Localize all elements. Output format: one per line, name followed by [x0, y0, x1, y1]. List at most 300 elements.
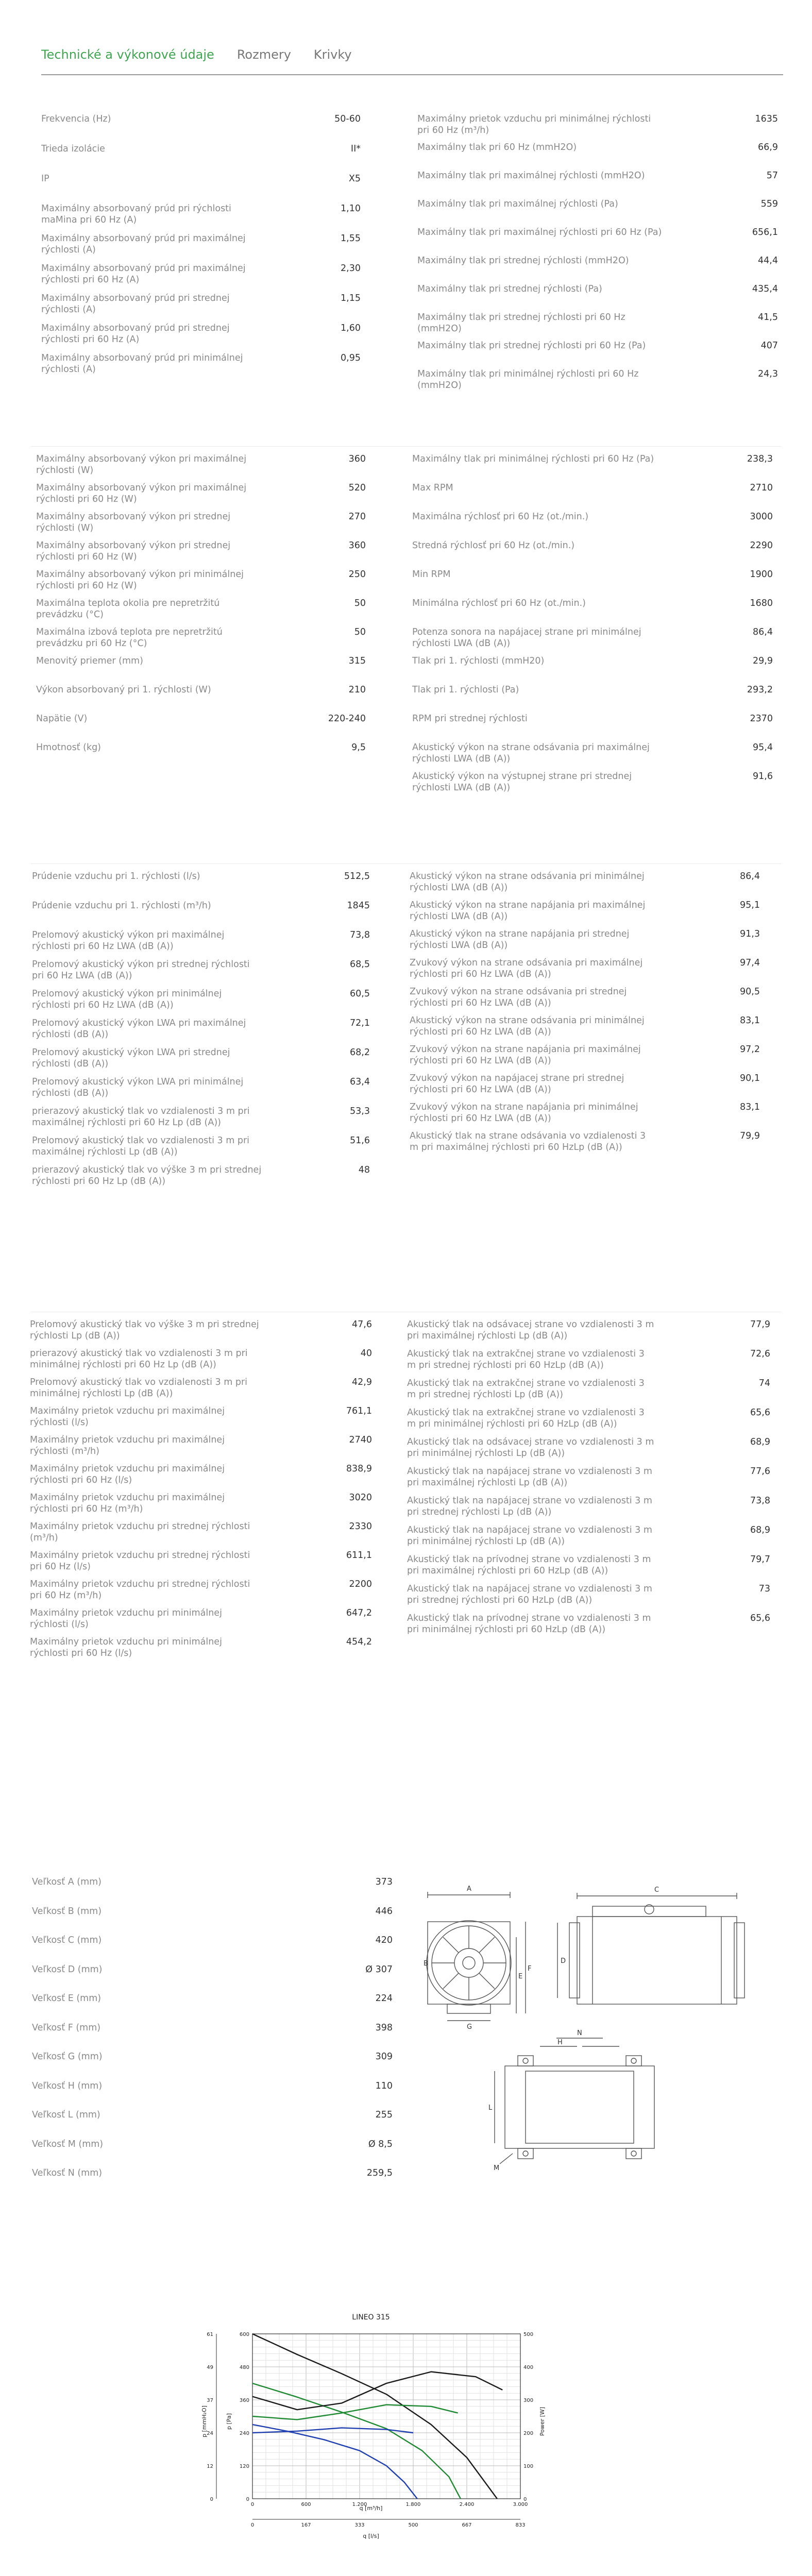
drawing-label-d: D — [561, 1957, 566, 1965]
tick-label: 667 — [462, 2522, 472, 2528]
spec-row — [32, 988, 370, 1011]
spec-row — [417, 340, 778, 351]
spec-value: 761,1 — [346, 1406, 372, 1416]
dimension-value: Ø 8,5 — [368, 2139, 393, 2149]
spec-value: 72,1 — [350, 1018, 370, 1028]
dimension-row — [32, 2080, 393, 2092]
spec-label: Prelomový akustický výkon LWA pri maximálnej rýchlosti (dB (A)) — [32, 1018, 246, 1040]
spec-row — [36, 511, 366, 534]
spec-row — [30, 1607, 372, 1630]
spec-label: Výkon absorbovaný pri 1. rýchlosti (W) — [36, 685, 211, 695]
chart-ylabel-outer: p [mmH₂O] — [201, 2405, 208, 2437]
spec-value: 2200 — [349, 1579, 372, 1589]
spec-label: Akustický výkon na strane odsávania pri minimálnej rýchlosti LWA (dB (A)) — [410, 871, 645, 893]
spec-row — [36, 655, 366, 667]
dimension-row — [32, 1906, 393, 1917]
spec-label: Akustický výkon na výstupnej strane pri strednej rýchlosti LWA (dB (A)) — [412, 771, 632, 793]
spec-row — [412, 684, 773, 696]
tick-label: 0 — [523, 2497, 527, 2502]
spec-row — [412, 655, 773, 667]
spec-label: Stredná rýchlosť pri 60 Hz (ot./min.) — [412, 540, 575, 551]
spec-value: 66,9 — [758, 142, 778, 152]
spec-label: Maximálny prietok vzduchu pri minimálnej rýchlosti pri 60 Hz (l/s) — [30, 1637, 222, 1658]
spec-row — [407, 1524, 770, 1547]
spec-label: Akustický tlak na napájacej strane vo vzdialenosti 3 m pri minimálnej rýchlosti Lp (dB (A)) — [407, 1525, 652, 1547]
spec-label: Akustický tlak na napájacej strane vo vzdialenosti 3 m pri maximálnej rýchlosti Lp (dB (A)) — [407, 1466, 652, 1488]
spec-label: Tlak pri 1. rýchlosti (mmH20) — [412, 656, 545, 666]
spec-label: Prúdenie vzduchu pri 1. rýchlosti (m³/h) — [32, 901, 211, 911]
tick-label: 1.200 — [352, 2502, 367, 2507]
spec-value: X5 — [348, 174, 361, 184]
spec-value: 1,55 — [341, 233, 361, 244]
spec-row — [41, 352, 361, 375]
spec-label: Prelomový akustický tlak vo vzdialenosti 3 m pri minimálnej rýchlosti Lp (dB (A)) — [30, 1377, 248, 1399]
dimension-value: 398 — [375, 2022, 393, 2033]
spec-value: 79,9 — [740, 1131, 760, 1141]
spec-label: Maximálny absorbovaný prúd pri strednej rýchlosti (A) — [41, 293, 230, 315]
spec-label: Zvukový výkon na napájacej strane pri strednej rýchlosti pri 60 Hz LWA (dB (A)) — [410, 1073, 624, 1095]
spec-label: Hmotnosť (kg) — [36, 742, 102, 753]
spec-row — [417, 170, 778, 181]
spec-value: 90,1 — [740, 1073, 760, 1083]
spec-label: Maximálny tlak pri maximálnej rýchlosti (Pa) — [417, 199, 618, 209]
spec-label: Maximálna rýchlosť pri 60 Hz (ot./min.) — [412, 512, 589, 522]
spec-row — [407, 1407, 770, 1430]
dimension-label: Veľkosť D (mm) — [32, 1964, 103, 1975]
spec-row — [32, 1076, 370, 1099]
dimension-label: Veľkosť H (mm) — [32, 2080, 103, 2091]
spec-value: 44,4 — [758, 256, 778, 266]
spec-row — [32, 1164, 370, 1187]
spec-row — [30, 1463, 372, 1486]
spec-row — [410, 1073, 760, 1095]
spec-label: Maximálny tlak pri maximálnej rýchlosti (mmH2O) — [417, 171, 645, 181]
spec-value: 91,6 — [753, 771, 773, 782]
tick-label: 600 — [301, 2502, 311, 2507]
dimension-label: Veľkosť M (mm) — [32, 2139, 104, 2149]
spec-row — [407, 1583, 770, 1606]
spec-label: Akustický tlak na extrakčnej strane vo vzdialenosti 3 m pri minimálnej rýchlosti pri 60 HzLp (dB (A)) — [407, 1408, 645, 1429]
spec-value: 91,3 — [740, 929, 760, 939]
spec-value: 1,10 — [341, 204, 361, 214]
spec-row — [410, 1130, 760, 1153]
spec-row — [36, 598, 366, 620]
spec-label: Akustický tlak na napájacej strane vo vzdialenosti 3 m pri strednej rýchlosti Lp (dB (A)) — [407, 1496, 652, 1517]
drawing-label-e: E — [518, 1973, 523, 1980]
spec-row — [32, 929, 370, 952]
spec-label: Prelomový akustický tlak vo výške 3 m pri strednej rýchlosti Lp (dB (A)) — [30, 1319, 259, 1341]
dimension-value: 446 — [375, 1906, 393, 1917]
spec-value: 95,1 — [740, 900, 760, 910]
spec-value: 77,9 — [750, 1319, 770, 1330]
dimension-label: Veľkosť L (mm) — [32, 2110, 100, 2120]
dimension-row — [32, 2051, 393, 2062]
spec-value: 2330 — [349, 1521, 372, 1532]
spec-row — [32, 959, 370, 981]
spec-value: 656,1 — [752, 227, 778, 238]
spec-label: Trieda izolácie — [41, 144, 105, 154]
spec-value: 2,30 — [341, 263, 361, 274]
spec-row — [32, 1047, 370, 1070]
spec-value: 2740 — [349, 1435, 372, 1445]
spec-value: 0,95 — [341, 353, 361, 363]
spec-label: Akustický tlak na strane odsávania vo vzdialenosti 3 m pri maximálnej rýchlosti pri 60 HzLp (dB (A)) — [410, 1131, 646, 1153]
spec-row — [407, 1378, 770, 1400]
dimension-label: Veľkosť G (mm) — [32, 2052, 103, 2062]
spec-row — [417, 255, 778, 266]
spec-value: 68,9 — [750, 1437, 770, 1447]
spec-value: 97,2 — [740, 1044, 760, 1055]
spec-row — [417, 312, 778, 334]
spec-value: 250 — [348, 569, 366, 580]
spec-value: 512,5 — [344, 871, 370, 882]
spec-row — [41, 233, 361, 256]
spec-label: Akustický výkon na strane napájania pri maximálnej rýchlosti LWA (dB (A)) — [410, 900, 646, 922]
spec-label: Akustický výkon na strane odsávania pri minimálnej rýchlosti pri 60 Hz LWA (dB (A)) — [410, 1015, 645, 1037]
dimension-row — [32, 2022, 393, 2033]
spec-label: Maximálny prietok vzduchu pri strednej rýchlosti pri 60 Hz (m³/h) — [30, 1579, 250, 1601]
tick-label: 300 — [523, 2398, 534, 2403]
tab-curves[interactable]: Krivky — [313, 47, 352, 62]
spec-value: 60,5 — [350, 989, 370, 999]
spec-row — [412, 598, 773, 609]
spec-row — [417, 227, 778, 238]
spec-label: Maximálny tlak pri maximálnej rýchlosti pri 60 Hz (Pa) — [417, 227, 662, 238]
spec-label: Akustický tlak na odsávacej strane vo vzdialenosti 3 m pri maximálnej rýchlosti Lp (dB (A)) — [407, 1319, 654, 1341]
spec-value: 435,4 — [752, 284, 778, 294]
tick-label: 500 — [523, 2332, 534, 2337]
spec-label: Maximálny prietok vzduchu pri minimálnej rýchlosti pri 60 Hz (m³/h) — [417, 114, 651, 135]
dimension-value: 420 — [375, 1935, 393, 1945]
spec-label: Akustický tlak na extrakčnej strane vo vzdialenosti 3 m pri strednej rýchlosti Lp (dB (A)) — [407, 1378, 645, 1400]
spec-label: Prelomový akustický výkon LWA pri minimálnej rýchlosti (dB (A)) — [32, 1077, 244, 1098]
spec-row — [412, 626, 773, 649]
spec-row — [412, 511, 773, 522]
spec-value: 57 — [766, 171, 778, 181]
spec-value: 97,4 — [740, 958, 760, 968]
spec-value: 210 — [348, 685, 366, 695]
spec-row — [412, 771, 773, 793]
tick-label: 0 — [246, 2497, 249, 2502]
spec-value: 50-60 — [334, 114, 361, 124]
spec-value: 2290 — [750, 540, 773, 551]
performance-chart — [196, 2308, 567, 2545]
spec-row — [410, 957, 760, 980]
spec-value: 1680 — [750, 598, 773, 608]
tick-label: 333 — [354, 2522, 365, 2528]
spec-label: Maximálny absorbovaný výkon pri maximálnej rýchlosti pri 60 Hz (W) — [36, 483, 247, 504]
spec-row — [412, 713, 773, 724]
spec-row — [30, 1405, 372, 1428]
spec-row — [410, 986, 760, 1009]
spec-value: 51,6 — [350, 1136, 370, 1146]
tick-label: 0 — [250, 2522, 255, 2528]
tick-label: 0 — [210, 2497, 213, 2502]
dimension-value: 309 — [375, 2052, 393, 2062]
spec-value: 1,15 — [341, 293, 361, 303]
spec-label: Maximálny tlak pri strednej rýchlosti pri 60 Hz (Pa) — [417, 341, 646, 351]
dimension-drawing — [422, 1875, 763, 2174]
spec-value: 360 — [348, 540, 366, 551]
spec-value: 454,2 — [346, 1637, 372, 1647]
spec-label: Maximálny absorbovaný prúd pri minimálnej rýchlosti (A) — [41, 353, 243, 375]
tab-technical-data[interactable]: Technické a výkonové údaje — [41, 47, 214, 62]
spec-row — [36, 626, 366, 649]
tick-label: 100 — [523, 2464, 534, 2469]
spec-row — [36, 569, 366, 591]
dimension-value: 259,5 — [366, 2168, 393, 2178]
spec-row — [41, 293, 361, 315]
spec-value: 53,3 — [350, 1106, 370, 1116]
tick-label: 37 — [207, 2398, 213, 2403]
chart-xlabel-top: q [m³/h] — [359, 2505, 383, 2512]
dimension-label: Veľkosť A (mm) — [32, 1877, 102, 1887]
spec-label: Prelomový akustický tlak vo vzdialenosti 3 m pri maximálnej rýchlosti Lp (dB (A)) — [32, 1136, 250, 1157]
spec-row — [32, 1106, 370, 1128]
spec-value: 3000 — [750, 512, 773, 522]
spec-value: 68,5 — [350, 959, 370, 970]
spec-row — [36, 684, 366, 696]
spec-row — [417, 198, 778, 210]
spec-value: 41,5 — [758, 312, 778, 323]
spec-value: 95,4 — [753, 742, 773, 753]
spec-label: Tlak pri 1. rýchlosti (Pa) — [412, 685, 519, 695]
spec-label: Prelomový akustický výkon LWA pri strednej rýchlosti (dB (A)) — [32, 1047, 230, 1069]
section-divider — [31, 863, 781, 864]
spec-label: prierazový akustický tlak vo vzdialenosti 3 m pri maximálnej rýchlosti pri 60 Hz Lp (dB (A)) — [32, 1106, 250, 1128]
spec-row — [407, 1319, 770, 1342]
dimension-row — [32, 2167, 393, 2179]
spec-label: prierazový akustický tlak vo vzdialenosti 3 m pri minimálnej rýchlosti pri 60 Hz Lp (dB (A)) — [30, 1348, 248, 1370]
spec-value: 68,2 — [350, 1047, 370, 1058]
spec-row — [412, 569, 773, 580]
spec-value: 559 — [760, 199, 778, 209]
spec-label: Akustický tlak na odsávacej strane vo vzdialenosti 3 m pri minimálnej rýchlosti Lp (dB (A)) — [407, 1437, 654, 1459]
spec-value: 73,8 — [350, 930, 370, 940]
spec-value: 47,6 — [352, 1319, 372, 1330]
drawing-label-g: G — [467, 2023, 472, 2031]
spec-row — [417, 113, 778, 136]
tick-label: 1.800 — [405, 2502, 421, 2507]
spec-label: Maximálny absorbovaný prúd pri rýchlosti maMina pri 60 Hz (A) — [41, 204, 231, 225]
spec-row — [410, 1015, 760, 1038]
dimension-label: Veľkosť N (mm) — [32, 2168, 103, 2178]
spec-row — [32, 1018, 370, 1040]
tab-dimensions[interactable]: Rozmery — [236, 47, 291, 62]
spec-value: 293,2 — [747, 685, 773, 695]
spec-label: Maximálny prietok vzduchu pri maximálnej rýchlosti pri 60 Hz (l/s) — [30, 1464, 225, 1485]
spec-label: Min RPM — [412, 569, 451, 580]
spec-row — [32, 1135, 370, 1158]
spec-row — [412, 482, 773, 494]
tick-label: 480 — [239, 2365, 249, 2370]
spec-row — [36, 540, 366, 563]
spec-row — [30, 1579, 372, 1601]
spec-value: 270 — [348, 512, 366, 522]
spec-label: Akustický tlak na prívodnej strane vo vzdialenosti 3 m pri minimálnej rýchlosti pri 60 HzLp (dB (A)) — [407, 1613, 651, 1635]
spec-row — [417, 368, 778, 391]
spec-value: 42,9 — [352, 1377, 372, 1387]
drawing-label-m: M — [494, 2164, 500, 2172]
spec-label: Maximálna izbová teplota pre nepretržitú prevádzku pri 60 Hz (°C) — [36, 627, 223, 649]
spec-row — [41, 113, 361, 125]
spec-label: Akustický tlak na prívodnej strane vo vzdialenosti 3 m pri maximálnej rýchlosti pri 60 HzLp (dB (A)) — [407, 1554, 651, 1576]
chart-ylabel-inner: p [Pa] — [226, 2413, 232, 2430]
spec-row — [410, 1101, 760, 1124]
spec-value: 50 — [354, 627, 366, 637]
spec-value: 1900 — [750, 569, 773, 580]
spec-value: 315 — [348, 656, 366, 666]
spec-value: 24,3 — [758, 369, 778, 379]
spec-value: 360 — [348, 454, 366, 464]
spec-value: 2710 — [750, 483, 773, 493]
drawing-label-n: N — [577, 2029, 582, 2037]
spec-row — [407, 1466, 770, 1488]
drawing-label-f: F — [528, 1965, 532, 1973]
spec-value: 83,1 — [740, 1102, 760, 1112]
spec-row — [410, 871, 760, 893]
spec-value: II* — [350, 144, 361, 154]
spec-label: Maximálny prietok vzduchu pri maximálnej rýchlosti (l/s) — [30, 1406, 225, 1428]
spec-row — [41, 323, 361, 345]
spec-value: 73 — [758, 1584, 770, 1594]
spec-label: Max RPM — [412, 483, 453, 493]
spec-value: 86,4 — [740, 871, 760, 882]
spec-label: Akustický výkon na strane napájania pri strednej rýchlosti LWA (dB (A)) — [410, 929, 630, 951]
spec-row — [30, 1377, 372, 1399]
spec-value: 86,4 — [753, 627, 773, 637]
spec-label: Zvukový výkon na strane odsávania pri maximálnej rýchlosti pri 60 Hz LWA (dB (A)) — [410, 958, 643, 979]
spec-label: Zvukový výkon na strane napájania pri minimálnej rýchlosti pri 60 Hz LWA (dB (A)) — [410, 1102, 638, 1124]
spec-row — [407, 1436, 770, 1459]
spec-value: 1635 — [755, 114, 778, 124]
chart-title: LINEO 315 — [352, 2313, 390, 2321]
section-divider — [31, 446, 781, 447]
spec-row — [30, 1319, 372, 1342]
spec-label: Maximálny absorbovaný výkon pri strednej rýchlosti pri 60 Hz (W) — [36, 540, 231, 562]
tick-label: 24 — [207, 2431, 213, 2436]
tick-label: 12 — [207, 2464, 213, 2469]
spec-value: 611,1 — [346, 1550, 372, 1561]
pressure-curve — [252, 2425, 417, 2499]
dimension-value: 255 — [375, 2110, 393, 2120]
spec-row — [407, 1554, 770, 1577]
spec-label: Akustický tlak na extrakčnej strane vo vzdialenosti 3 m pri strednej rýchlosti pri 60 HzLp (dB (A)) — [407, 1349, 645, 1370]
spec-value: 407 — [760, 341, 778, 351]
spec-label: Napätie (V) — [36, 714, 88, 724]
spec-value: 520 — [348, 483, 366, 493]
chart-xlabel-bottom: q [l/s] — [363, 2533, 379, 2539]
spec-row — [410, 1044, 760, 1066]
spec-value: 73,8 — [750, 1496, 770, 1506]
spec-value: 63,4 — [350, 1077, 370, 1087]
spec-row — [30, 1636, 372, 1659]
spec-label: Maximálny tlak pri strednej rýchlosti pri 60 Hz (mmH2O) — [417, 312, 625, 334]
spec-label: Maximálny absorbovaný výkon pri maximálnej rýchlosti (W) — [36, 454, 247, 476]
spec-row — [36, 713, 366, 724]
spec-label: Minimálna rýchlosť pri 60 Hz (ot./min.) — [412, 598, 586, 608]
spec-row — [412, 453, 773, 465]
spec-value: 1845 — [347, 901, 370, 911]
spec-row — [30, 1550, 372, 1572]
spec-row — [30, 1492, 372, 1515]
spec-value: 1,60 — [341, 323, 361, 333]
spec-label: Prúdenie vzduchu pri 1. rýchlosti (l/s) — [32, 871, 200, 882]
dimension-row — [32, 1876, 393, 1888]
chart-plot-area — [207, 2332, 533, 2528]
dimension-value: 373 — [375, 1877, 393, 1887]
spec-value: 40 — [360, 1348, 372, 1359]
spec-value: 48 — [358, 1165, 370, 1175]
spec-row — [407, 1613, 770, 1635]
spec-label: Maximálny absorbovaný prúd pri maximálnej rýchlosti pri 60 Hz (A) — [41, 263, 246, 285]
spec-value: 220-240 — [328, 714, 366, 724]
spec-row — [36, 453, 366, 476]
dimension-label: Veľkosť C (mm) — [32, 1935, 102, 1945]
spec-label: Prelomový akustický výkon pri strednej rýchlosti pri 60 Hz LWA (dB (A)) — [32, 959, 250, 981]
tick-label: 833 — [515, 2522, 526, 2528]
spec-value: 647,2 — [346, 1608, 372, 1618]
chart-ylabel-right: Power [W] — [539, 2406, 546, 2436]
spec-label: Maximálny tlak pri strednej rýchlosti (Pa) — [417, 284, 602, 294]
spec-row — [36, 742, 366, 753]
spec-label: Maximálny absorbovaný prúd pri maximálnej rýchlosti (A) — [41, 233, 246, 255]
spec-value: 90,5 — [740, 987, 760, 997]
spec-value: 238,3 — [747, 454, 773, 464]
pressure-curve — [252, 2334, 497, 2499]
spec-row — [32, 871, 370, 882]
spec-label: Zvukový výkon na strane odsávania pri strednej rýchlosti pri 60 Hz LWA (dB (A)) — [410, 987, 627, 1008]
spec-value: 3020 — [349, 1493, 372, 1503]
tick-label: 2.400 — [459, 2502, 475, 2507]
spec-label: Maximálny tlak pri 60 Hz (mmH2O) — [417, 142, 577, 152]
drawing-label-c: C — [654, 1886, 659, 1894]
spec-row — [417, 142, 778, 153]
spec-label: Maximálny tlak pri minimálnej rýchlosti pri 60 Hz (mmH2O) — [417, 369, 639, 391]
spec-value: 79,7 — [750, 1554, 770, 1565]
spec-label: Maximálny absorbovaný výkon pri minimálnej rýchlosti pri 60 Hz (W) — [36, 569, 244, 591]
spec-row — [410, 900, 760, 922]
spec-value: 9,5 — [351, 742, 366, 753]
dimension-value: 224 — [375, 1993, 393, 2004]
drawing-label-l: L — [488, 2104, 493, 2112]
spec-label: Maximálny tlak pri minimálnej rýchlosti pri 60 Hz (Pa) — [412, 454, 654, 464]
spec-value: 29,9 — [753, 656, 773, 666]
tick-label: 61 — [207, 2332, 213, 2337]
tick-label: 0 — [250, 2502, 255, 2507]
spec-row — [412, 540, 773, 551]
spec-label: RPM pri strednej rýchlosti — [412, 714, 528, 724]
tick-label: 49 — [207, 2365, 213, 2370]
spec-value: 65,6 — [750, 1408, 770, 1418]
tick-label: 200 — [523, 2431, 534, 2436]
dimension-value: Ø 307 — [365, 1964, 393, 1975]
spec-row — [41, 203, 361, 226]
spec-row — [30, 1348, 372, 1370]
drawing-label-h: H — [557, 2039, 563, 2046]
spec-row — [410, 928, 760, 951]
spec-value: 74 — [758, 1378, 770, 1388]
tab-bar — [41, 46, 783, 75]
spec-label: Akustický tlak na napájacej strane vo vzdialenosti 3 m pri strednej rýchlosti pri 60 HzLp (dB (A)) — [407, 1584, 652, 1605]
spec-label: Maximálny prietok vzduchu pri strednej rýchlosti pri 60 Hz (l/s) — [30, 1550, 250, 1572]
spec-label: Maximálny absorbovaný výkon pri strednej rýchlosti (W) — [36, 512, 231, 533]
dimension-row — [32, 2139, 393, 2150]
spec-row — [417, 283, 778, 295]
spec-label: Maximálna teplota okolia pre nepretržitú prevádzku (°C) — [36, 598, 220, 620]
spec-value: 83,1 — [740, 1015, 760, 1026]
spec-label: Potenza sonora na napájacej strane pri minimálnej rýchlosti LWA (dB (A)) — [412, 627, 641, 649]
